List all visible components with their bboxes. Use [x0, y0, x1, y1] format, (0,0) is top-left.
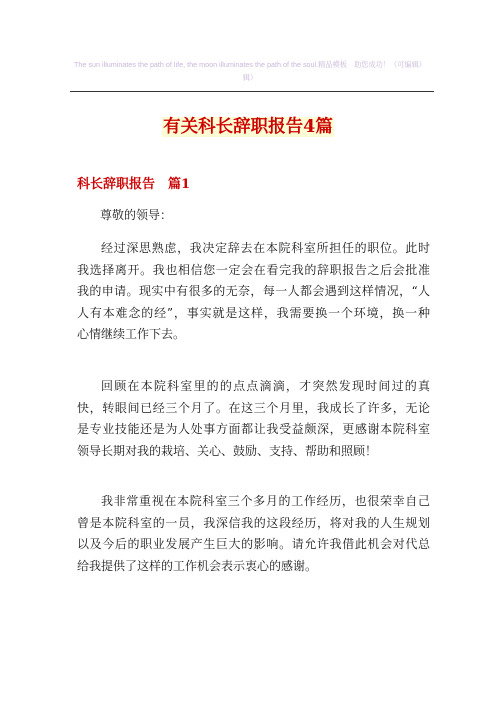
header-tagline-line-1: The sun illuminates the path of life, the moon illuminates the path of the soul.精品模板 助您成功！（可编辑）	[74, 60, 426, 69]
header-divider	[70, 91, 434, 92]
paragraph-line: 以及今后的职业发展产生巨大的影响。请允许我借此机会对代总	[77, 537, 430, 551]
paragraph-1	[77, 238, 430, 346]
paragraph-line: 人有本难念的经”，事实就是这样，我需要换一个环境，换一种	[77, 305, 430, 320]
salutation: 尊敬的领导：	[100, 208, 173, 222]
document-title	[0, 114, 496, 140]
paragraph-line: 我的申请。现实中有很多的无奈，每一人都会遇到这样情况，“人	[77, 284, 430, 298]
page-header-tagline	[70, 58, 430, 84]
paragraph-line: 回顾在本院科室里的的点点滴滴，才突然发现时间过的真	[101, 379, 430, 393]
paragraph-line: 我非常重视在本院科室三个多月的工作经历，也很荣幸自己	[101, 494, 430, 508]
paragraph-3	[77, 491, 430, 577]
header-tagline-line-2: 辑）	[242, 73, 258, 82]
document-title-text: 有关科长辞职报告4篇	[163, 117, 333, 137]
paragraph-line: 曾是本院科室的一员，我深信我的这段经历，将对我的人生规划	[77, 515, 430, 530]
paragraph-line: 经过深思熟虑，我决定辞去在本院科室所担任的职位。此时	[101, 241, 430, 255]
paragraph-line: 心情继续工作下去。	[77, 327, 186, 341]
paragraph-line: 快，转眼间已经三个月了。在这三个月里，我成长了许多，无论	[77, 400, 430, 415]
paragraph-2	[77, 376, 430, 462]
section-heading: 科长辞职报告 篇1	[77, 177, 191, 192]
paragraph-line: 是专业技能还是为人处事方面都让我受益颇深，更感谢本院科室	[77, 422, 430, 436]
paragraph-line: 我选择离开。我也相信您一定会在看完我的辞职报告之后会批准	[77, 262, 430, 277]
paragraph-line: 领导长期对我的栽培、关心、鼓励、支持、帮助和照顾！	[77, 443, 378, 458]
paragraph-line: 给我提供了这样的工作机会表示衷心的感谢。	[77, 558, 318, 573]
